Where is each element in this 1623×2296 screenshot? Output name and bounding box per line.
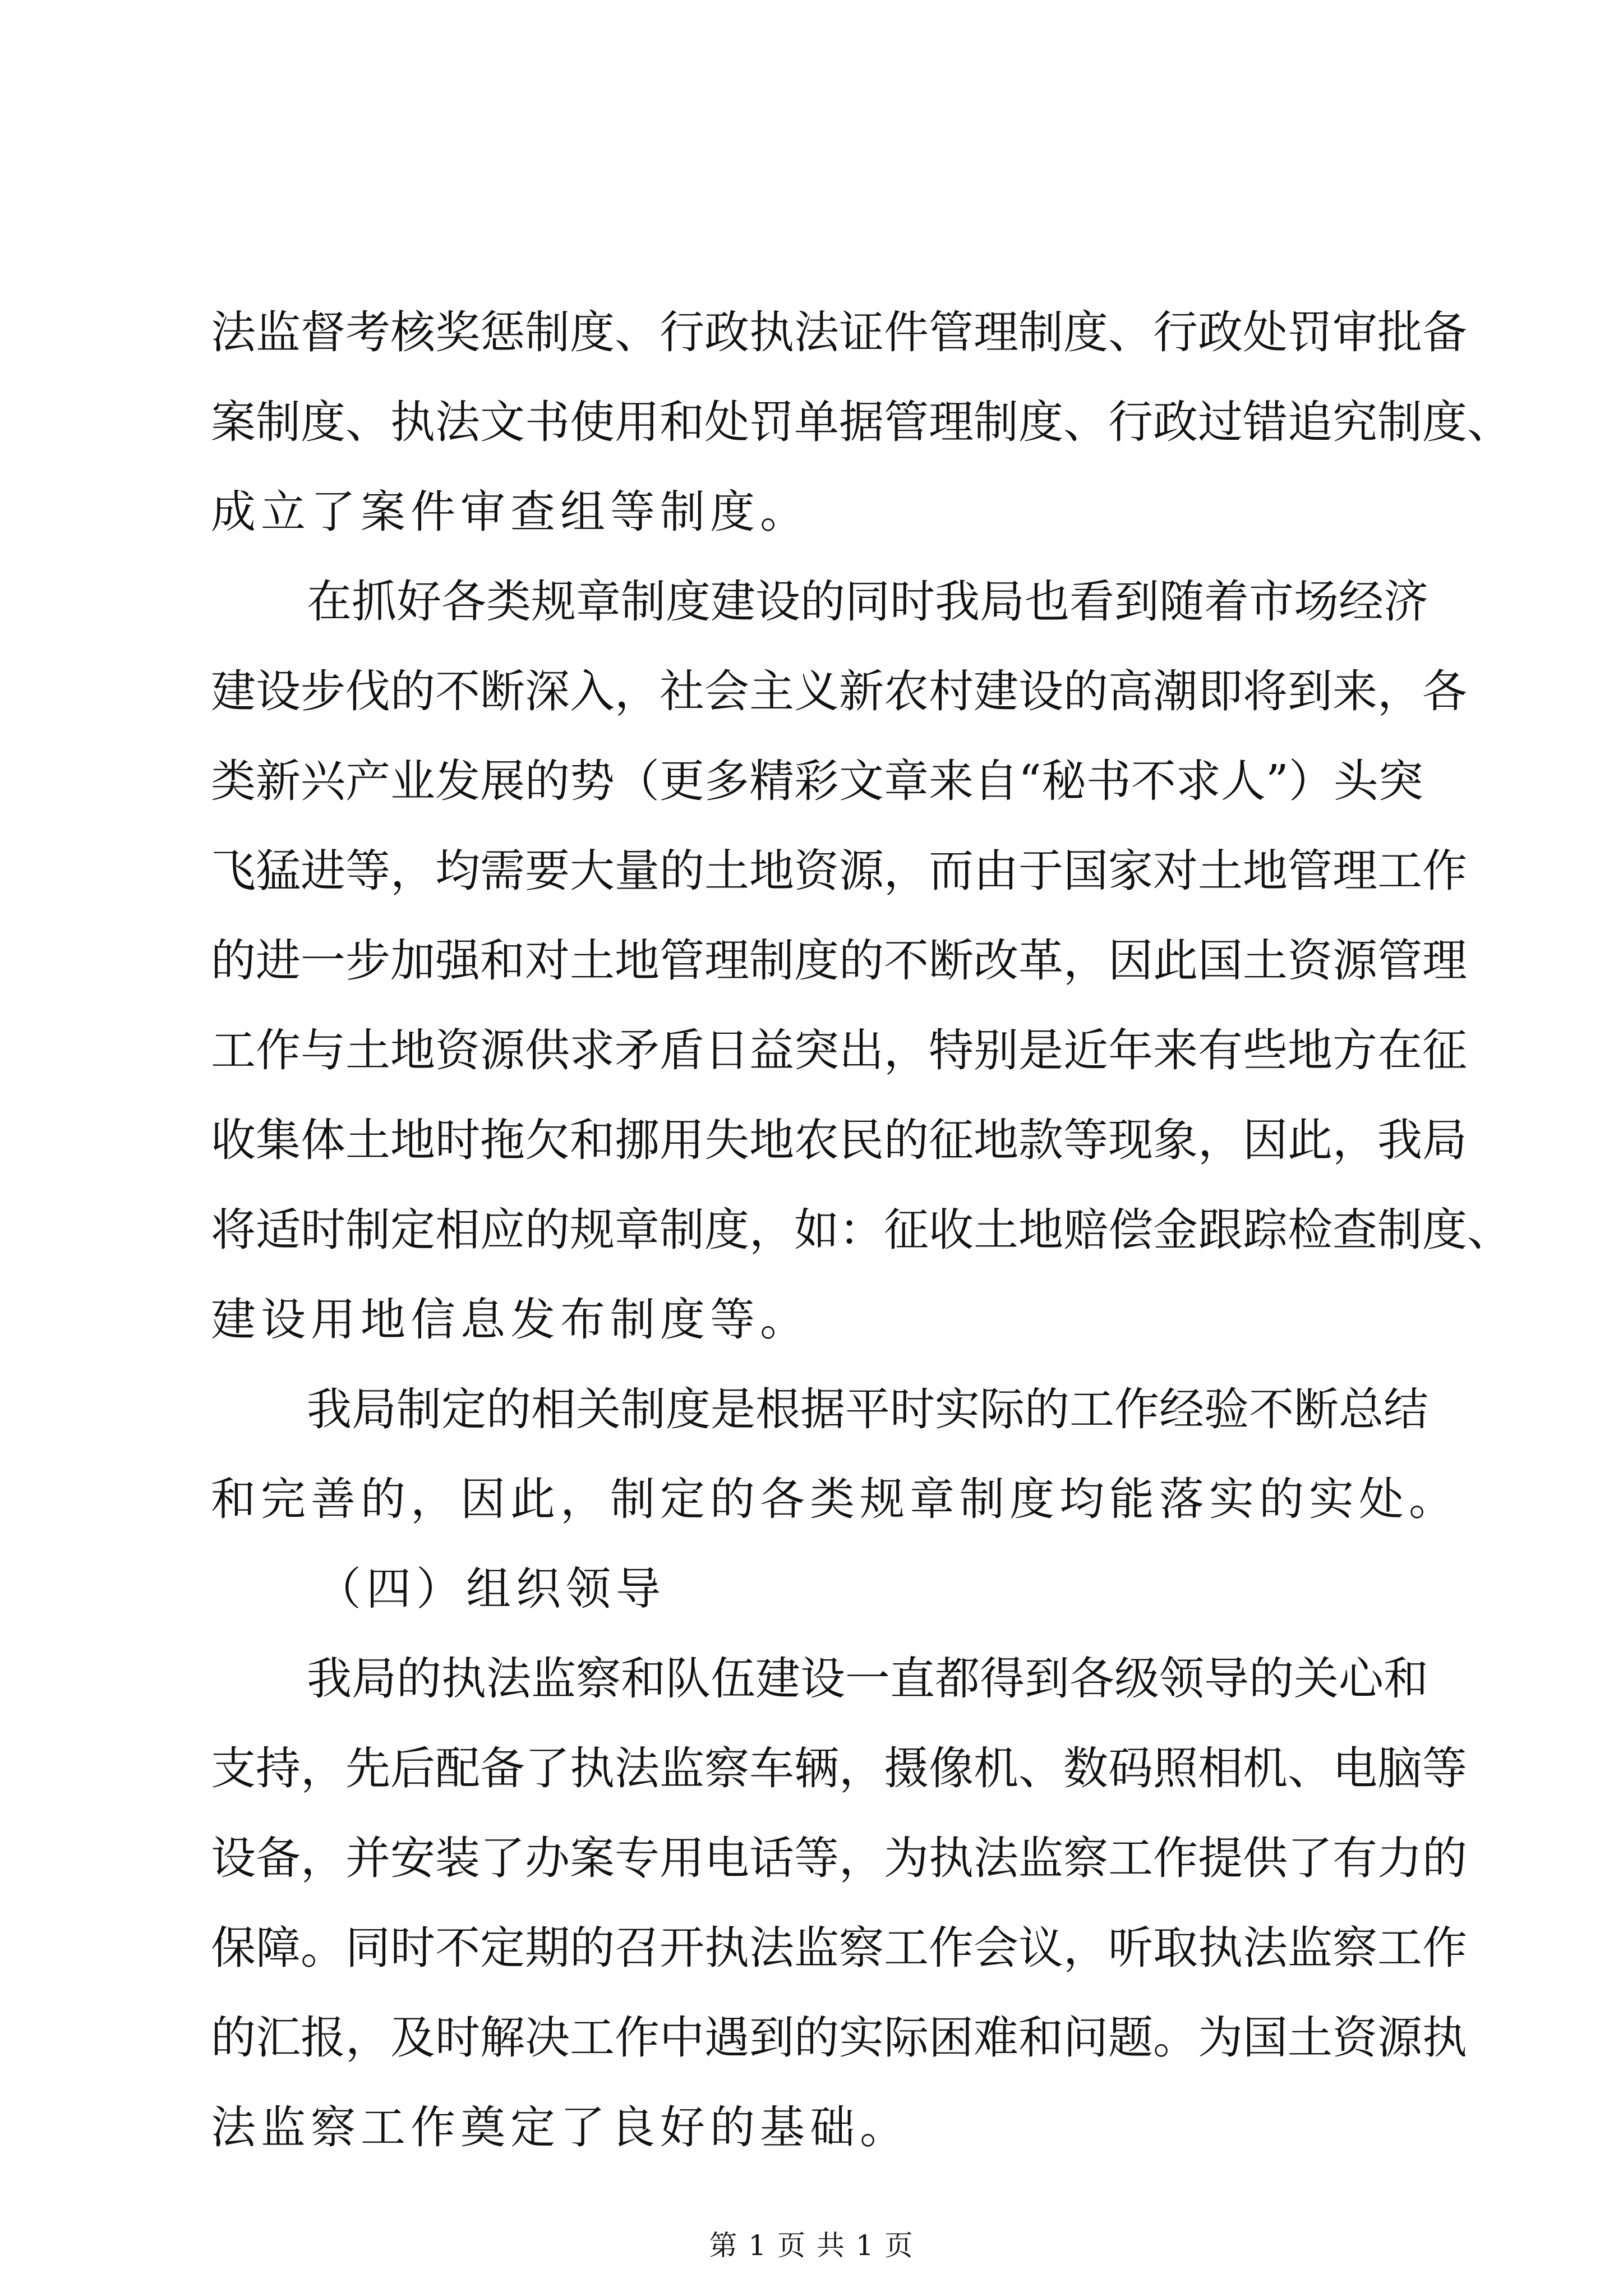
paragraph-first-line: 我局制定的相关制度是根据平时实际的工作经验不断总结: [307, 1383, 1428, 1435]
body-text-line: 支持，先后配备了执法监察车辆，摄像机、数码照相机、电脑等: [211, 1742, 1467, 1795]
body-text-line: 的进一步加强和对土地管理制度的不断改革，因此国土资源管理: [211, 935, 1467, 987]
body-text-line: 类新兴产业发展的势（更多精彩文章来自“秘书不求人”）头突: [211, 755, 1423, 807]
body-text-line: 收集体土地时拖欠和挪用失地农民的征地款等现象，因此，我局: [211, 1114, 1467, 1166]
body-text-line: 成立了案件审查组等制度。: [211, 486, 810, 538]
body-text-line: 案制度、执法文书使用和处罚单据管理制度、行政过错追究制度、: [211, 396, 1512, 448]
body-text-line: 和完善的，因此，制定的各类规章制度均能落实的实处。: [211, 1473, 1459, 1525]
body-text-line: 建设用地信息发布制度等。: [211, 1294, 810, 1346]
body-text-line: 法监督考核奖惩制度、行政执法证件管理制度、行政处罚审批备: [211, 306, 1467, 358]
section-heading: （四）组织领导: [316, 1563, 666, 1615]
body-text-line: 建设步伐的不断深入，社会主义新农村建设的高潮即将到来，各: [211, 665, 1467, 717]
page-number-footer: 第 1 页 共 1 页: [709, 2229, 914, 2262]
body-text-line: 工作与土地资源供求矛盾日益突出，特别是近年来有些地方在征: [211, 1024, 1467, 1076]
paragraph-first-line: 我局的执法监察和队伍建设一直都得到各级领导的关心和: [307, 1653, 1428, 1705]
body-text-line: 的汇报，及时解决工作中遇到的实际困难和问题。为国土资源执: [211, 2012, 1467, 2064]
body-text-line: 将适时制定相应的规章制度，如：征收土地赔偿金跟踪检查制度、: [211, 1204, 1512, 1256]
paragraph-first-line: 在抓好各类规章制度建设的同时我局也看到随着市场经济: [307, 576, 1428, 628]
body-text-line: 保障。同时不定期的召开执法监察工作会议，听取执法监察工作: [211, 1922, 1467, 1974]
body-text-line: 法监察工作奠定了良好的基础。: [211, 2101, 910, 2154]
body-text-line: 飞猛进等，均需要大量的土地资源，而由于国家对土地管理工作: [211, 845, 1467, 897]
body-text-line: 设备，并安装了办案专用电话等，为执法监察工作提供了有力的: [211, 1832, 1467, 1884]
